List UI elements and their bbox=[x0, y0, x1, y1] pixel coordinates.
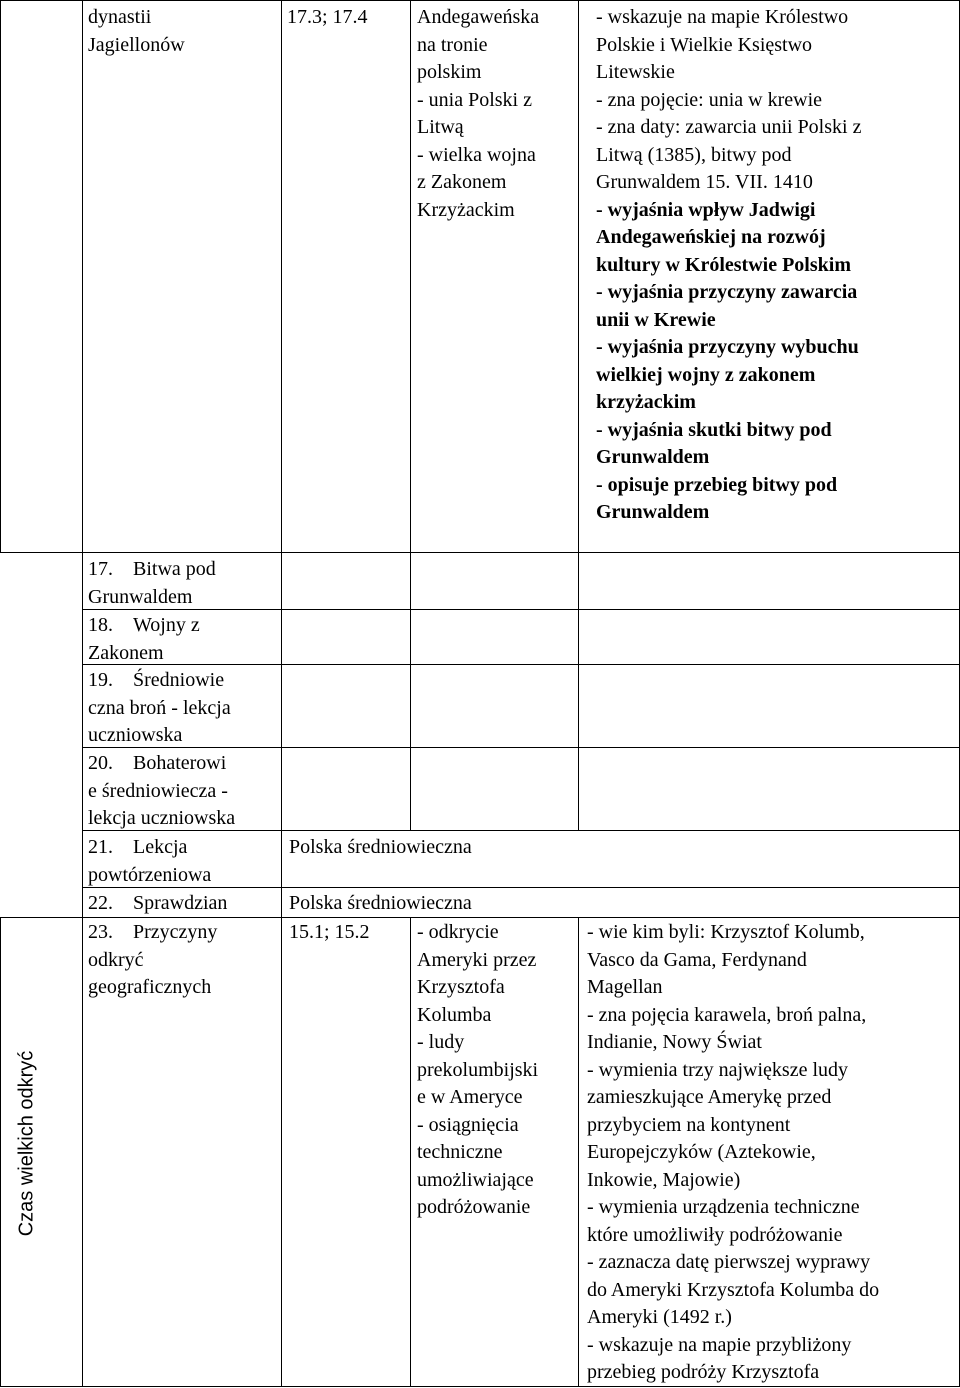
lesson-title-line: dynastii bbox=[88, 6, 152, 28]
content-line: Krzyżackim bbox=[417, 198, 515, 221]
lesson-title-line: Jagiellonów bbox=[88, 33, 185, 56]
lesson-first-line bbox=[88, 667, 231, 695]
requirement-line: - wskazuje na mapie przybliżony bbox=[587, 1333, 852, 1356]
content-line: - odkrycie bbox=[417, 921, 499, 943]
rule-after-lesson-21 bbox=[82, 887, 960, 888]
lesson-title-line: odkryć bbox=[88, 948, 144, 971]
content-line: - ludy bbox=[417, 1031, 465, 1053]
extended-requirement-line: unii w Krewie bbox=[596, 308, 716, 331]
lesson-21 bbox=[88, 834, 211, 889]
content-line: na tronie bbox=[417, 33, 488, 56]
content-line: - unia Polski z bbox=[417, 88, 532, 111]
section-label: Czas wielkich odkryć bbox=[15, 1050, 38, 1236]
requirements-cell bbox=[596, 4, 861, 527]
requirement-line: Magellan bbox=[587, 976, 663, 998]
lesson-title-line: lekcja uczniowska bbox=[88, 807, 236, 829]
content-line: z Zakonem bbox=[417, 171, 507, 193]
lesson-17 bbox=[88, 556, 216, 611]
basic-requirement-line: Litwą (1385), bitwy pod bbox=[596, 143, 792, 166]
rule-left-section bbox=[0, 917, 1, 1387]
rule-col-1 bbox=[82, 0, 83, 1387]
extended-requirement-line: Grunwaldem bbox=[596, 501, 710, 523]
extended-requirement-line: krzyżackim bbox=[596, 391, 696, 413]
lesson-number: 23. bbox=[88, 921, 113, 943]
lesson-18 bbox=[88, 612, 200, 667]
basic-requirement-line: Grunwaldem 15. VII. 1410 bbox=[596, 171, 813, 193]
lesson-first-line bbox=[88, 750, 235, 778]
requirement-line: - wie kim byli: Krzysztof Kolumb, bbox=[587, 921, 865, 943]
extended-requirement-line: Grunwaldem bbox=[596, 446, 710, 468]
lesson-number: 17. bbox=[88, 558, 113, 580]
requirement-line: Inkowie, Majowie) bbox=[587, 1168, 741, 1191]
extended-requirement-line: - wyjaśnia skutki bitwy pod bbox=[596, 418, 832, 441]
basic-requirement-line: - wskazuje na mapie Królestwo bbox=[596, 6, 849, 28]
rule-after-lesson-18 bbox=[82, 664, 960, 665]
lesson-first-line bbox=[88, 919, 217, 947]
lesson-20 bbox=[88, 750, 235, 833]
content-line: podróżowanie bbox=[417, 1196, 531, 1218]
extended-requirement-line: Andegaweńskiej na rozwój bbox=[596, 226, 826, 248]
lesson-title-line: Przyczyny bbox=[133, 921, 218, 943]
content-line: Krzysztofa bbox=[417, 976, 505, 998]
requirement-line: - wymienia trzy największe ludy bbox=[587, 1058, 849, 1081]
lesson-title-line: Sprawdzian bbox=[133, 892, 228, 914]
lesson-title-line: Bitwa pod bbox=[133, 558, 216, 580]
requirement-line: do Ameryki Krzysztofa Kolumba do bbox=[587, 1278, 880, 1301]
rule-col-3-mid bbox=[410, 552, 411, 830]
rule-left bbox=[0, 0, 1, 552]
requirement-line: - wymienia urządzenia techniczne bbox=[587, 1196, 860, 1218]
section-reference: 15.1; 15.2 bbox=[289, 921, 370, 943]
content-line: umożliwiające bbox=[417, 1168, 534, 1191]
lesson-title-line: powtórzeniowa bbox=[88, 863, 212, 886]
lesson-first-line bbox=[88, 556, 216, 584]
lesson-number: 18. bbox=[88, 614, 113, 636]
rule-col-4-low bbox=[578, 917, 579, 1387]
basic-requirement-line: Litewskie bbox=[596, 61, 675, 83]
content-line: - osiągnięcia bbox=[417, 1113, 519, 1136]
lesson-first-line bbox=[88, 834, 211, 862]
content-line: prekolumbijski bbox=[417, 1058, 539, 1081]
lesson-title-line: czna broń - lekcja bbox=[88, 696, 231, 719]
reference-text: 17.3; 17.4 bbox=[287, 6, 368, 28]
test-topic: Polska średniowieczna bbox=[289, 892, 472, 914]
content-line: polskim bbox=[417, 61, 482, 83]
basic-requirement-line: - zna pojęcie: unia w krewie bbox=[596, 88, 823, 111]
rule-col-4-mid bbox=[578, 552, 579, 830]
lesson-first-line bbox=[88, 890, 227, 918]
lesson-title-line: Średniowie bbox=[133, 669, 225, 691]
lesson-first-line bbox=[88, 612, 200, 640]
rule-col-2-low bbox=[281, 830, 282, 1387]
lesson-title-line: Lekcja bbox=[133, 836, 188, 858]
rule-after-top-row bbox=[0, 552, 960, 553]
lesson-number: 19. bbox=[88, 669, 113, 691]
rule-top bbox=[0, 0, 960, 1]
content-line: Kolumba bbox=[417, 1003, 492, 1026]
basic-requirement-line: Polskie i Wielkie Księstwo bbox=[596, 33, 813, 56]
extended-requirement-line: - opisuje przebieg bitwy pod bbox=[596, 473, 838, 496]
lesson-19 bbox=[88, 667, 231, 750]
basic-requirement-line: - zna daty: zawarcia unii Polski z bbox=[596, 116, 862, 138]
lesson-content-cell bbox=[417, 4, 539, 224]
rule-col-2-mid bbox=[281, 552, 282, 830]
review-topic: Polska średniowieczna bbox=[289, 836, 472, 858]
lesson-number: 20. bbox=[88, 752, 113, 774]
core-curriculum-reference bbox=[287, 4, 368, 32]
extended-requirement-line: - wyjaśnia wpływ Jadwigi bbox=[596, 198, 816, 221]
requirement-line: Vasco da Gama, Ferdynand bbox=[587, 948, 807, 971]
lesson-title-line: uczniowska bbox=[88, 724, 183, 746]
rule-col-3-top bbox=[410, 0, 411, 552]
requirement-line: Ameryki (1492 r.) bbox=[587, 1306, 732, 1328]
requirement-line: które umożliwiły podróżowanie bbox=[587, 1223, 843, 1246]
requirement-line: Europejczyków (Aztekowie, bbox=[587, 1141, 816, 1163]
rule-col-3-low bbox=[410, 917, 411, 1387]
rule-col-2-top bbox=[281, 0, 282, 552]
requirement-line: - zna pojęcia karawela, broń palna, bbox=[587, 1003, 867, 1026]
requirement-line: - zaznacza datę pierwszej wyprawy bbox=[587, 1251, 871, 1273]
section-requirements-cell bbox=[587, 919, 879, 1387]
content-line: - wielka wojna bbox=[417, 143, 536, 166]
section-content-cell bbox=[417, 919, 538, 1222]
section-label-cell bbox=[2, 900, 52, 1386]
extended-requirement-line: wielkiej wojny z zakonem bbox=[596, 363, 816, 386]
lesson-title-line: Grunwaldem bbox=[88, 585, 193, 608]
extended-requirement-line: - wyjaśnia przyczyny zawarcia bbox=[596, 281, 858, 303]
lesson-22 bbox=[88, 890, 227, 918]
extended-requirement-line: kultury w Królestwie Polskim bbox=[596, 253, 851, 276]
lesson-number: 21. bbox=[88, 836, 113, 858]
requirement-line: przebieg podróży Krzysztofa bbox=[587, 1361, 820, 1383]
requirement-line: przybyciem na kontynent bbox=[587, 1113, 791, 1136]
extended-requirement-line: - wyjaśnia przyczyny wybuchu bbox=[596, 336, 859, 358]
content-line: Litwą bbox=[417, 116, 464, 138]
lesson-title-line: Wojny z bbox=[133, 614, 200, 636]
lesson-number: 22. bbox=[88, 892, 113, 914]
lesson-title-line: Zakonem bbox=[88, 641, 164, 664]
content-line: techniczne bbox=[417, 1141, 503, 1163]
content-line: Ameryki przez bbox=[417, 948, 537, 971]
content-line: e w Ameryce bbox=[417, 1086, 523, 1108]
lesson-title-line: geograficznych bbox=[88, 976, 212, 998]
lesson-23 bbox=[88, 919, 217, 1002]
requirement-line: Indianie, Nowy Świat bbox=[587, 1031, 762, 1053]
lesson-title-cell bbox=[88, 4, 185, 59]
content-line: Andegaweńska bbox=[417, 6, 540, 28]
lesson-title-line: Bohaterowi bbox=[133, 752, 227, 774]
rule-col-4-top bbox=[578, 0, 579, 552]
lesson-title-line: e średniowiecza - bbox=[88, 779, 228, 802]
requirement-line: zamieszkujące Amerykę przed bbox=[587, 1086, 832, 1108]
